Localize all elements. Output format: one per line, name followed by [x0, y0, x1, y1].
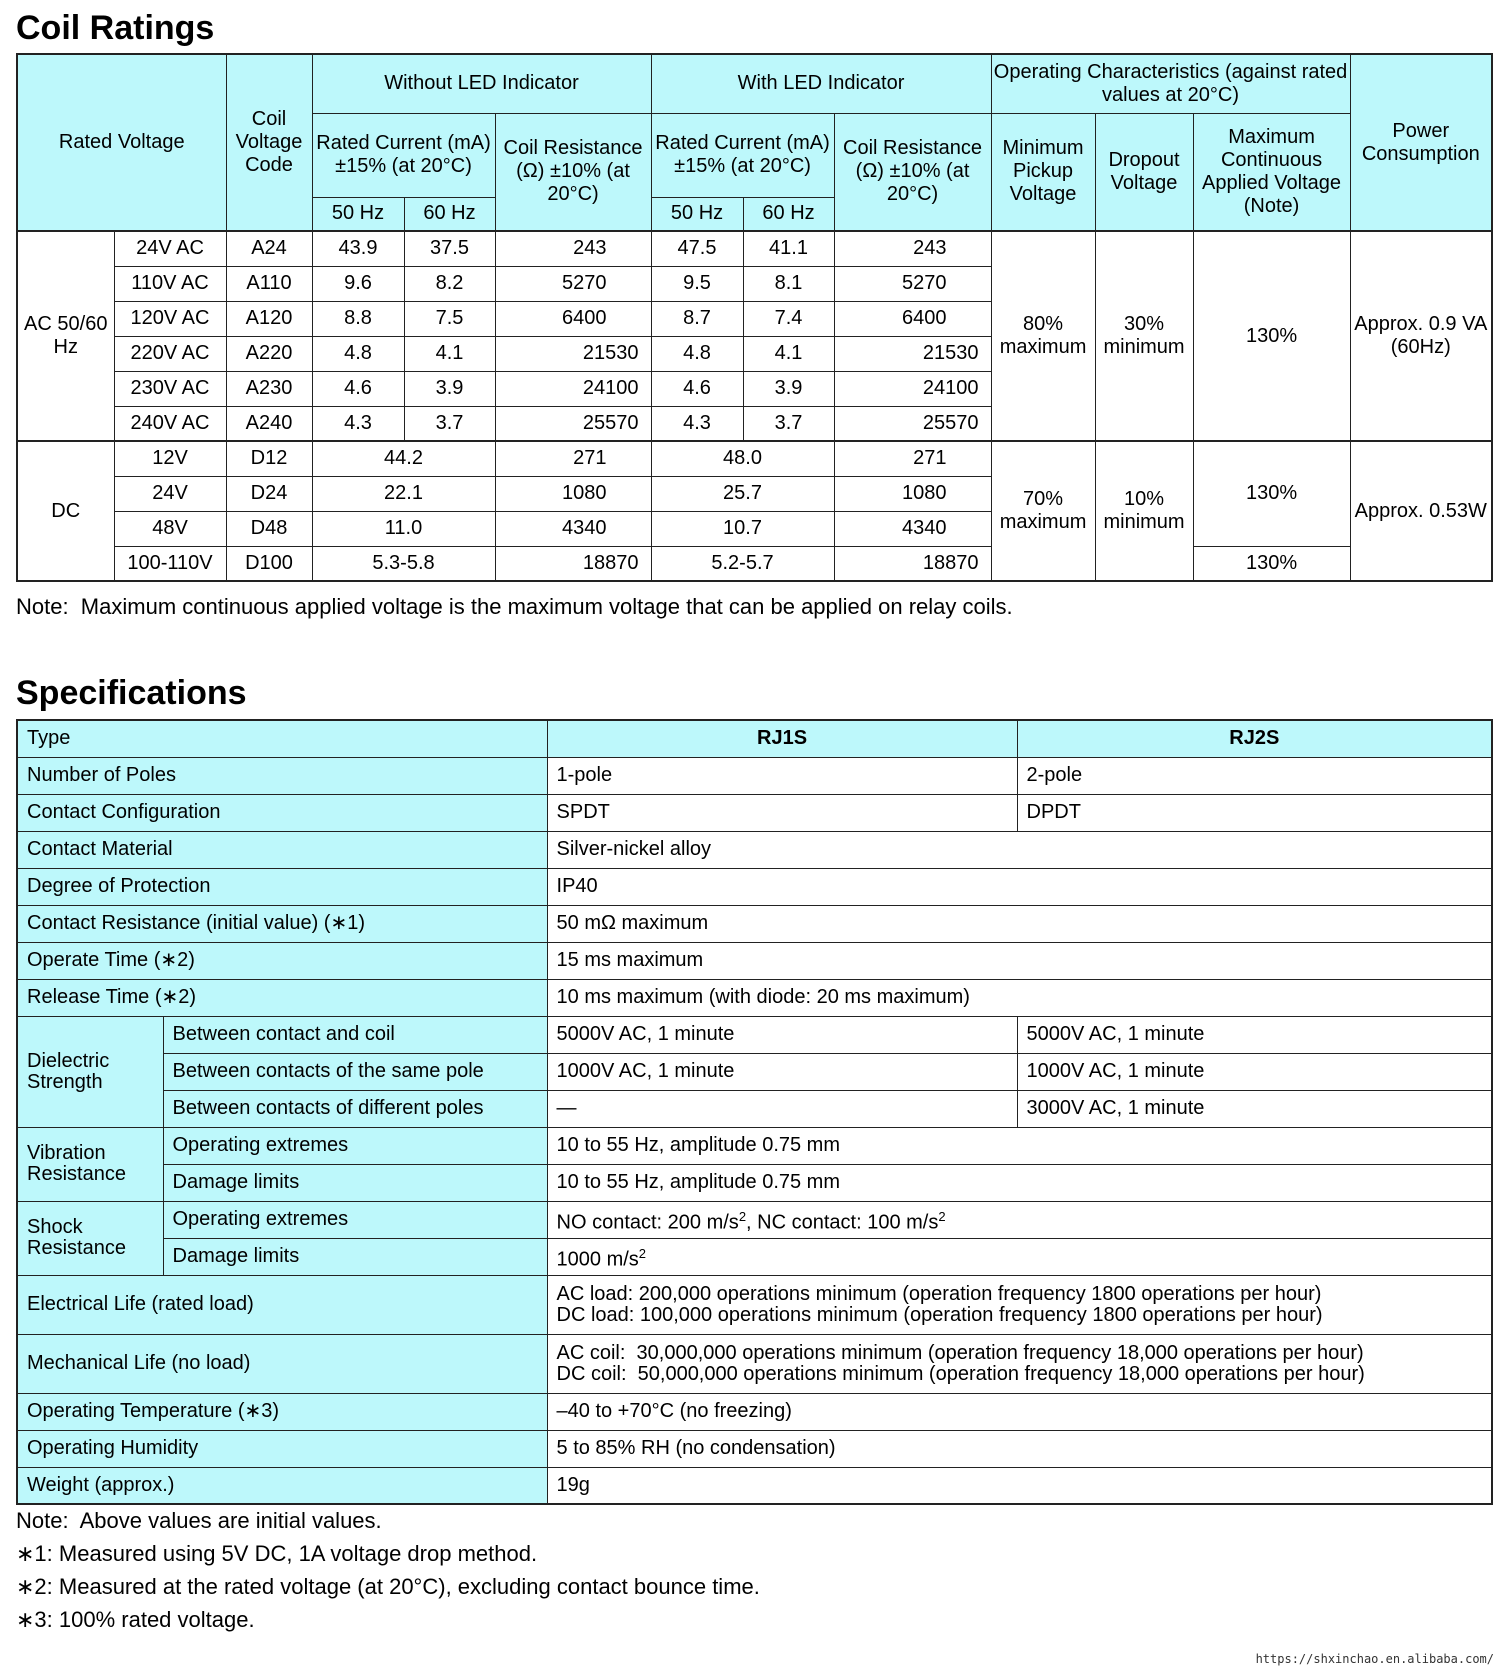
cell: 4.1	[743, 336, 834, 371]
spec-row	[17, 831, 1492, 868]
cell: 243	[834, 231, 991, 266]
spec-value: SPDT	[547, 794, 1017, 831]
spec-sublabel: Between contact and coil	[163, 1016, 547, 1053]
spec-value: 3000V AC, 1 minute	[1017, 1090, 1492, 1127]
cell: 4.3	[651, 406, 743, 441]
spec-value: 15 ms maximum	[547, 942, 1492, 979]
dc-max-continuous: 130%	[1193, 441, 1350, 546]
spec-value: 10 to 55 Hz, amplitude 0.75 mm	[547, 1164, 1492, 1201]
cell: 21530	[495, 336, 651, 371]
cell: 24100	[495, 371, 651, 406]
spec-row	[17, 1467, 1492, 1504]
cell: 18870	[495, 546, 651, 581]
cell: 271	[495, 441, 651, 476]
spec-value: —	[547, 1090, 1017, 1127]
cell: 4.8	[651, 336, 743, 371]
ac-power: Approx. 0.9 VA (60Hz)	[1350, 231, 1492, 441]
spec-label: Degree of Protection	[17, 868, 547, 905]
spec-label: Contact Material	[17, 831, 547, 868]
cell: 5270	[834, 266, 991, 301]
rj2s-header: RJ2S	[1017, 720, 1492, 757]
shock-op-a: NO contact: 200 m/s	[556, 1211, 739, 1234]
cell: 4.8	[312, 336, 404, 371]
hz50-led-header: 50 Hz	[651, 197, 743, 231]
spec-row	[17, 1053, 1492, 1090]
cell: 240V AC	[114, 406, 226, 441]
cell: A240	[226, 406, 312, 441]
spec-row	[17, 1016, 1492, 1053]
spec-label: Contact Configuration	[17, 794, 547, 831]
cell: A230	[226, 371, 312, 406]
coil-resistance-led-header: Coil Resistance (Ω) ±10% (at 20°C)	[834, 113, 991, 231]
specifications-title: Specifications	[16, 674, 247, 712]
dc-pickup: 70% maximum	[991, 441, 1095, 581]
coil-ratings-table	[16, 53, 1493, 582]
spec-value: 1-pole	[547, 757, 1017, 794]
cell: 6400	[495, 301, 651, 336]
spec-row	[17, 905, 1492, 942]
cell: 21530	[834, 336, 991, 371]
spec-value: 1000V AC, 1 minute	[547, 1053, 1017, 1090]
spec-note: Note: Above values are initial values.	[16, 1508, 382, 1533]
cell: 22.1	[312, 476, 495, 511]
spec-value	[547, 1275, 1492, 1334]
cell: 8.7	[651, 301, 743, 336]
spec-row	[17, 1238, 1492, 1275]
spec-value	[547, 1201, 1492, 1238]
hz60-led-header: 60 Hz	[743, 197, 834, 231]
spec-row	[17, 1090, 1492, 1127]
cell: 3.9	[743, 371, 834, 406]
spec-sublabel: Between contacts of the same pole	[163, 1053, 547, 1090]
spec-value: 5000V AC, 1 minute	[547, 1016, 1017, 1053]
cell: 230V AC	[114, 371, 226, 406]
spec-value: 5 to 85% RH (no condensation)	[547, 1430, 1492, 1467]
spec-sublabel: Operating extremes	[163, 1127, 547, 1164]
cell: A120	[226, 301, 312, 336]
cell: 243	[495, 231, 651, 266]
spec-row	[17, 1127, 1492, 1164]
cell: 25570	[495, 406, 651, 441]
cell: D12	[226, 441, 312, 476]
cell: A110	[226, 266, 312, 301]
ac-dropout: 30% minimum	[1095, 231, 1193, 441]
cell: 271	[834, 441, 991, 476]
rj1s-header: RJ1S	[547, 720, 1017, 757]
cell: 1080	[834, 476, 991, 511]
rated-current-led-header: Rated Current (mA) ±15% (at 20°C)	[651, 113, 834, 197]
cell: 4.1	[404, 336, 495, 371]
cell: 5270	[495, 266, 651, 301]
spec-value: 19g	[547, 1467, 1492, 1504]
spec-value: 2-pole	[1017, 757, 1492, 794]
rated-current-header: Rated Current (mA) ±15% (at 20°C)	[312, 113, 495, 197]
spec-row	[17, 1201, 1492, 1238]
spec-row	[17, 1430, 1492, 1467]
hz50-header: 50 Hz	[312, 197, 404, 231]
mech-line-2: DC coil: 50,000,000 operations minimum (operation frequency 18,000 operations per hour)	[556, 1362, 1365, 1385]
superscript: 2	[738, 1208, 747, 1224]
cell: 43.9	[312, 231, 404, 266]
cell: 8.1	[743, 266, 834, 301]
elec-line-1: AC load: 200,000 operations minimum (operation frequency 1800 operations per hour)	[556, 1282, 1322, 1305]
cell: 6400	[834, 301, 991, 336]
spec-value: 10 to 55 Hz, amplitude 0.75 mm	[547, 1127, 1492, 1164]
coil-resistance-header: Coil Resistance (Ω) ±10% (at 20°C)	[495, 113, 651, 231]
cell: 41.1	[743, 231, 834, 266]
spec-label: Electrical Life (rated load)	[17, 1275, 547, 1334]
spec-row	[17, 1164, 1492, 1201]
cell: D48	[226, 511, 312, 546]
footnote-1: ∗1: Measured using 5V DC, 1A voltage drop method.	[16, 1541, 538, 1566]
cell: D24	[226, 476, 312, 511]
spec-label: Operating Temperature (∗3)	[17, 1393, 547, 1430]
spec-row	[17, 757, 1492, 794]
cell: 4.3	[312, 406, 404, 441]
superscript: 2	[938, 1208, 946, 1224]
spec-label: Contact Resistance (initial value) (∗1)	[17, 905, 547, 942]
operating-characteristics-header: Operating Characteristics (against rated values at 20°C)	[991, 54, 1350, 113]
spec-value: 5000V AC, 1 minute	[1017, 1016, 1492, 1053]
spec-label: Number of Poles	[17, 757, 547, 794]
cell: 48V	[114, 511, 226, 546]
table-row	[17, 441, 1492, 476]
spec-label: Operating Humidity	[17, 1430, 547, 1467]
spec-row	[17, 794, 1492, 831]
cell: 220V AC	[114, 336, 226, 371]
rated-voltage-header: Rated Voltage	[17, 54, 226, 231]
without-led-header: Without LED Indicator	[312, 54, 651, 113]
mech-line-1: AC coil: 30,000,000 operations minimum (operation frequency 18,000 operations per hour)	[556, 1341, 1364, 1364]
shock-op-b: , NC contact: 100 m/s	[746, 1211, 939, 1234]
cell: 100-110V	[114, 546, 226, 581]
spec-value: IP40	[547, 868, 1492, 905]
cell: 120V AC	[114, 301, 226, 336]
cell: D100	[226, 546, 312, 581]
coil-note: Note: Maximum continuous applied voltage is the maximum voltage that can be applied on relay coils.	[16, 594, 1013, 619]
vibration-label: Vibration Resistance	[17, 1127, 163, 1201]
cell: 10.7	[651, 511, 834, 546]
cell: 25.7	[651, 476, 834, 511]
footnote-2: ∗2: Measured at the rated voltage (at 20°C), excluding contact bounce time.	[16, 1574, 760, 1599]
power-consumption-header: Power Consumption	[1350, 54, 1492, 231]
minimum-pickup-header: Minimum Pickup Voltage	[991, 113, 1095, 231]
spec-sublabel: Damage limits	[163, 1238, 547, 1275]
cell: 9.5	[651, 266, 743, 301]
cell: 7.4	[743, 301, 834, 336]
watermark-url: https://shxinchao.en.alibaba.com/	[1255, 1652, 1494, 1666]
dropout-header: Dropout Voltage	[1095, 113, 1193, 231]
spec-value: DPDT	[1017, 794, 1492, 831]
cell: A24	[226, 231, 312, 266]
ac-label: AC 50/60 Hz	[17, 231, 114, 441]
spec-sublabel: Damage limits	[163, 1164, 547, 1201]
spec-value: 10 ms maximum (with diode: 20 ms maximum)	[547, 979, 1492, 1016]
shock-dmg: 1000 m/s	[556, 1248, 639, 1271]
specifications-table	[16, 719, 1493, 1505]
cell: A220	[226, 336, 312, 371]
max-continuous-header: Maximum Continuous Applied Voltage (Note)	[1193, 113, 1350, 231]
spec-label: Weight (approx.)	[17, 1467, 547, 1504]
spec-row	[17, 1334, 1492, 1393]
cell: 8.8	[312, 301, 404, 336]
ac-max-continuous: 130%	[1193, 231, 1350, 441]
cell: 1080	[495, 476, 651, 511]
coil-ratings-title: Coil Ratings	[16, 9, 215, 47]
with-led-header: With LED Indicator	[651, 54, 991, 113]
cell: 24V AC	[114, 231, 226, 266]
hz60-header: 60 Hz	[404, 197, 495, 231]
superscript: 2	[638, 1245, 647, 1261]
cell: 4.6	[651, 371, 743, 406]
spec-value	[547, 1238, 1492, 1275]
cell: 37.5	[404, 231, 495, 266]
spec-sublabel: Operating extremes	[163, 1201, 547, 1238]
cell: 25570	[834, 406, 991, 441]
spec-label: Mechanical Life (no load)	[17, 1334, 547, 1393]
cell: 3.9	[404, 371, 495, 406]
dc-max-continuous-d100: 130%	[1193, 546, 1350, 581]
spec-row	[17, 979, 1492, 1016]
spec-row	[17, 1275, 1492, 1334]
spec-label: Release Time (∗2)	[17, 979, 547, 1016]
spec-row	[17, 942, 1492, 979]
header-row-1	[17, 54, 1492, 113]
elec-line-2: DC load: 100,000 operations minimum (operation frequency 1800 operations per hour)	[556, 1303, 1323, 1326]
cell: 24V	[114, 476, 226, 511]
spec-value	[547, 1334, 1492, 1393]
cell: 5.3-5.8	[312, 546, 495, 581]
coil-voltage-code-header: Coil Voltage Code	[226, 54, 312, 231]
cell: 4340	[495, 511, 651, 546]
cell: 7.5	[404, 301, 495, 336]
type-label: Type	[17, 720, 547, 757]
spec-row	[17, 1393, 1492, 1430]
spec-value: Silver-nickel alloy	[547, 831, 1492, 868]
ac-pickup: 80% maximum	[991, 231, 1095, 441]
cell: 12V	[114, 441, 226, 476]
cell: 8.2	[404, 266, 495, 301]
spec-value: 50 mΩ maximum	[547, 905, 1492, 942]
footnote-3: ∗3: 100% rated voltage.	[16, 1607, 255, 1632]
table-row	[17, 546, 1492, 581]
cell: 18870	[834, 546, 991, 581]
spec-row	[17, 868, 1492, 905]
cell: 48.0	[651, 441, 834, 476]
cell: 110V AC	[114, 266, 226, 301]
cell: 9.6	[312, 266, 404, 301]
dc-dropout: 10% minimum	[1095, 441, 1193, 581]
cell: 24100	[834, 371, 991, 406]
dc-power: Approx. 0.53W	[1350, 441, 1492, 581]
spec-value: –40 to +70°C (no freezing)	[547, 1393, 1492, 1430]
spec-row-type	[17, 720, 1492, 757]
spec-label: Operate Time (∗2)	[17, 942, 547, 979]
cell: 4.6	[312, 371, 404, 406]
cell: 5.2-5.7	[651, 546, 834, 581]
cell: 11.0	[312, 511, 495, 546]
dc-label: DC	[17, 441, 114, 581]
shock-label: Shock Resistance	[17, 1201, 163, 1275]
cell: 44.2	[312, 441, 495, 476]
spec-value: 1000V AC, 1 minute	[1017, 1053, 1492, 1090]
cell: 3.7	[743, 406, 834, 441]
dielectric-label: Dielectric Strength	[17, 1016, 163, 1127]
spec-sublabel: Between contacts of different poles	[163, 1090, 547, 1127]
table-row	[17, 231, 1492, 266]
cell: 4340	[834, 511, 991, 546]
cell: 47.5	[651, 231, 743, 266]
cell: 3.7	[404, 406, 495, 441]
